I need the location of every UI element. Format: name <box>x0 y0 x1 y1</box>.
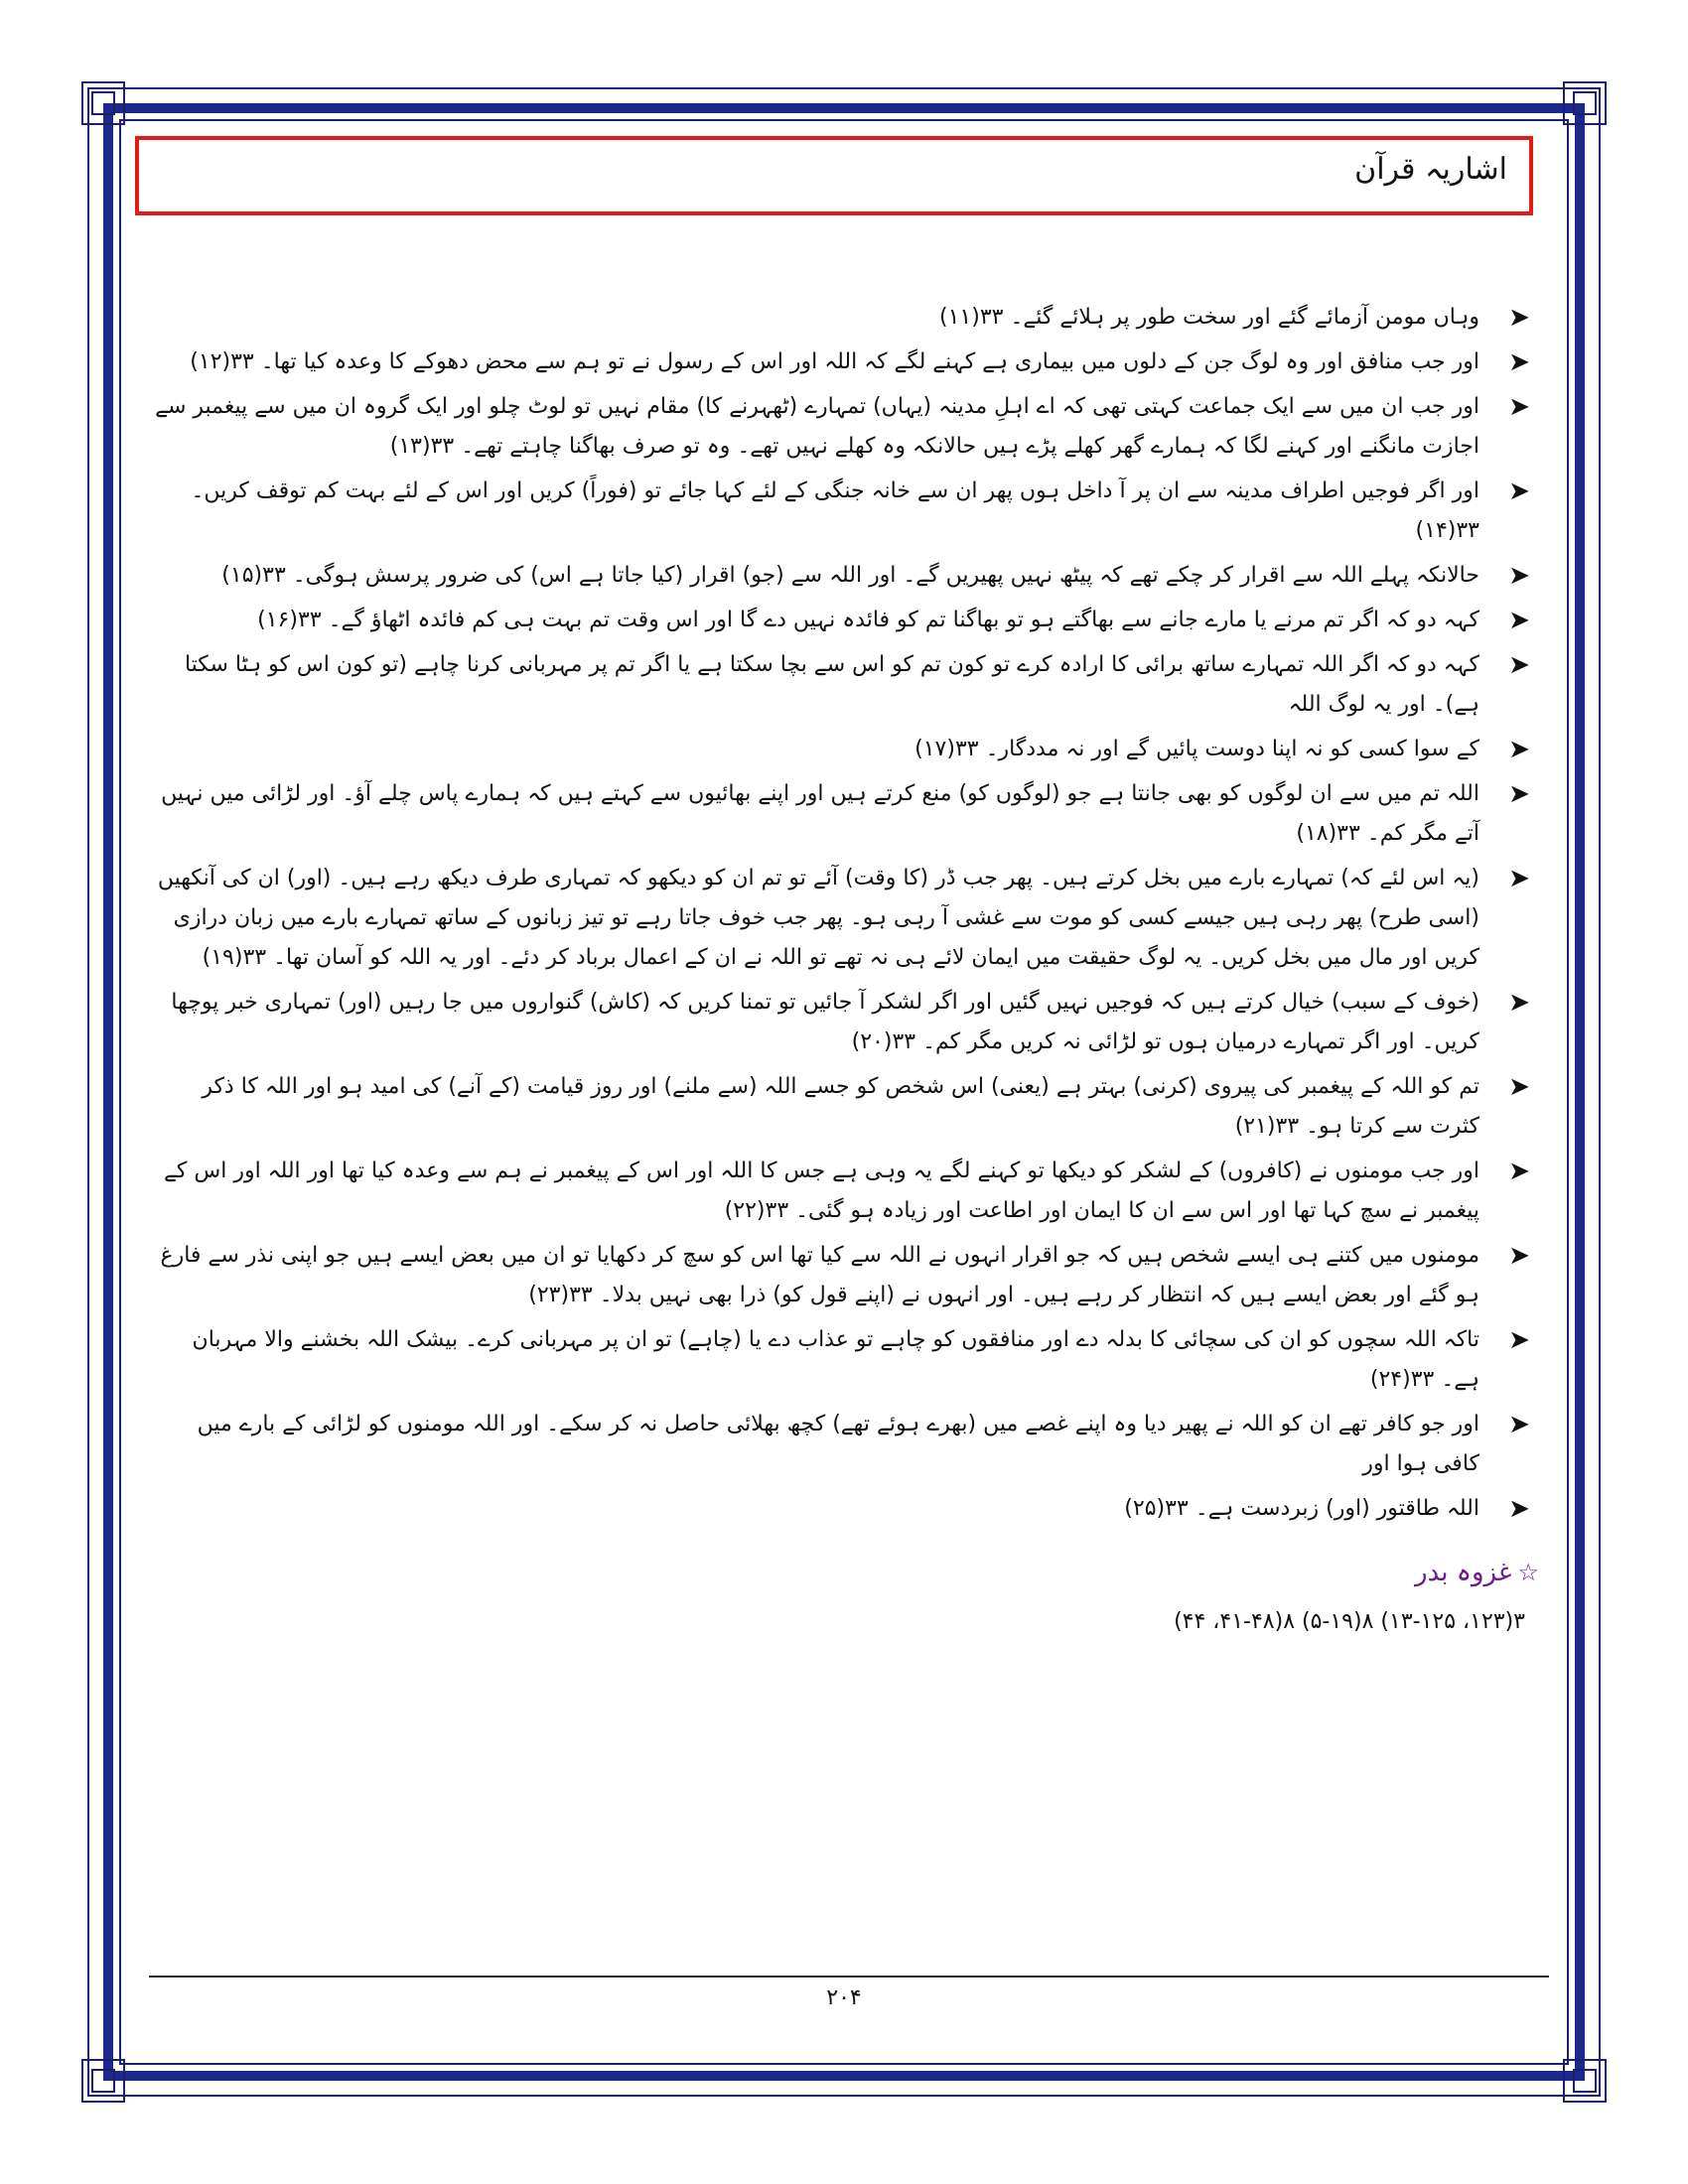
list-item-text: اور اگر فوجیں اطراف مدینہ سے ان پر آ داخل ہوں پھر ان سے خانہ جنگی کے لئے کہا جائے تو (فوراً) کریں اور اس کے لئے بہت کم توقف کریں۔ ۳۳(۱۴) <box>191 478 1479 543</box>
list-item <box>149 1067 1539 1147</box>
list-item-text: کے سوا کسی کو نہ اپنا دوست پائیں گے اور نہ مددگار۔ ۳۳(۱۷) <box>914 737 1479 761</box>
list-item <box>149 1236 1539 1315</box>
arrow-bullet-icon: ➤ <box>1508 988 1530 1018</box>
footer-divider <box>149 1976 1549 1978</box>
arrow-bullet-icon: ➤ <box>1508 1494 1530 1524</box>
list-item <box>149 601 1539 640</box>
section-heading-text: غزوہ بدر <box>1415 1558 1512 1587</box>
list-item <box>149 298 1539 338</box>
list-item-text: تاکہ اللہ سچوں کو ان کی سچائی کا بدلہ دے اور منافقوں کو چاہے تو عذاب دے یا (چاہے) تو ان پر مہربانی کرے۔ بیشک اللہ بخشنے والا مہربان ہے۔ ۳۳(۲۴) <box>192 1327 1479 1392</box>
list-item <box>149 1152 1539 1231</box>
list-item-text: کہہ دو کہ اگر اللہ تمہارے ساتھ برائی کا ارادہ کرے تو کون تم کو اس سے بچا سکتا ہے یا اگر تم پر مہربانی کرنا چاہے (تو کون اس کو ہٹا سکتا ہے)۔ اور یہ لوگ اللہ <box>184 652 1479 717</box>
section-reference: ۳(۱۲۳، ۱۳-۱۲۵) ۸(۵-۱۹) ۸(۴۱-۴۸، ۴۴) <box>1174 1609 1525 1634</box>
list-item <box>149 1489 1539 1529</box>
list-item <box>149 645 1539 725</box>
list-item-text: اور جو کافر تھے ان کو اللہ نے پھیر دیا وہ اپنے غصے میں (بھرے ہوئے تھے) کچھ بھلائی حاصل نہ کر سکے۔ اور اللہ مومنوں کو لڑائی کے بارے میں کافی ہوا اور <box>197 1412 1479 1476</box>
arrow-bullet-icon: ➤ <box>1508 1072 1530 1102</box>
list-item-text: مومنوں میں کتنے ہی ایسے شخص ہیں کہ جو اقرار انہوں نے اللہ سے کیا تھا اس کو سچ کر دکھایا تو ان میں بعض ایسے ہیں جو اپنی نذر سے فارغ ہو گئے اور بعض ایسے ہیں کہ انتظار کر رہے ہیں۔ اور انہوں نے (اپنے قول کو) ذرا بھی نہیں بدلا۔ ۳۳(۲۳) <box>160 1243 1479 1307</box>
list-item-text: وہاں مومن آزمائے گئے اور سخت طور پر ہلائے گئے۔ ۳۳(۱۱) <box>939 305 1479 330</box>
frame-corner-ornament <box>1563 81 1607 125</box>
list-item <box>149 472 1539 551</box>
arrow-bullet-icon: ➤ <box>1508 1410 1530 1439</box>
list-item-text: اللہ تم میں سے ان لوگوں کو بھی جانتا ہے جو (لوگوں کو) منع کرتے ہیں اور اپنے بھائیوں سے کہتے ہیں کہ ہمارے پاس چلے آؤ۔ اور لڑائی میں نہیں آتے مگر کم۔ ۳۳(۱۸) <box>161 781 1479 846</box>
section-heading <box>149 1551 1539 1594</box>
page-number: ۲۰۴ <box>826 1985 862 2010</box>
list-item-text: (یہ اس لئے کہ) تمہارے بارے میں بخل کرتے ہیں۔ پھر جب ڈر (کا وقت) آئے تو تم ان کو دیکھو کہ تمہاری طرف دیکھ رہے ہیں۔ (اور) ان کی آنکھیں (اسی طرح) پھر رہی ہیں جیسے کسی کو موت سے غشی آ رہی ہو۔ پھر جب خوف جاتا رہے تو تیز زبانوں کے ساتھ تمہارے بارے میں زبان درازی کریں اور مال میں بخل کریں۔ یہ لوگ حقیقت میں ایمان لائے ہی نہ تھے تو اللہ نے ان کے اعمال برباد کر دئے۔ اور یہ اللہ کو آسان تھا۔ ۳۳(۱۹) <box>157 866 1479 970</box>
list-item <box>149 1320 1539 1400</box>
arrow-bullet-icon: ➤ <box>1508 735 1530 764</box>
arrow-bullet-icon: ➤ <box>1508 347 1530 377</box>
list-item-text: حالانکہ پہلے اللہ سے اقرار کر چکے تھے کہ پیٹھ نہیں پھیریں گے۔ اور اللہ سے (جو) اقرار (کیا جاتا ہے اس) کی ضرور پرسش ہوگی۔ ۳۳(۱۵) <box>221 563 1479 588</box>
list-item <box>149 774 1539 854</box>
list-item-text: (خوف کے سبب) خیال کرتے ہیں کہ فوجیں نہیں گئیں اور اگر لشکر آ جائیں تو تمنا کریں کہ (کاش) گنواروں میں جا رہیں (اور) تمہاری خبر پوچھا کریں۔ اور اگر تمہارے درمیان ہوں تو لڑائی نہ کریں مگر کم۔ ۳۳(۲۰) <box>171 990 1479 1054</box>
list-item <box>149 556 1539 596</box>
list-item <box>149 730 1539 769</box>
list-item-text: اور جب منافق اور وہ لوگ جن کے دلوں میں بیماری ہے کہنے لگے کہ اللہ اور اس کے رسول نے تو ہم سے محض دھوکے کا وعدہ کیا تھا۔ ۳۳(۱۲) <box>190 349 1479 374</box>
list-item <box>149 342 1539 382</box>
list-item <box>149 1405 1539 1484</box>
header-box <box>135 136 1533 215</box>
frame-corner-ornament <box>1563 2059 1607 2103</box>
frame-corner-ornament <box>81 2059 125 2103</box>
arrow-bullet-icon: ➤ <box>1508 1241 1530 1271</box>
list-item <box>149 983 1539 1062</box>
arrow-bullet-icon: ➤ <box>1508 303 1530 333</box>
arrow-bullet-icon: ➤ <box>1508 1157 1530 1186</box>
list-item <box>149 387 1539 467</box>
index-content <box>149 298 1539 1642</box>
list-item <box>149 859 1539 978</box>
frame-corner-ornament <box>81 81 125 125</box>
list-item-text: اللہ طاقتور (اور) زبردست ہے۔ ۳۳(۲۵) <box>1124 1496 1479 1521</box>
arrow-bullet-icon: ➤ <box>1508 1325 1530 1355</box>
list-item-text: تم کو اللہ کے پیغمبر کی پیروی (کرنی) بہتر ہے (یعنی) اس شخص کو جسے اللہ (سے ملنے) اور روز قیامت (کے آنے) کی امید ہو اور اللہ کا ذکر کثرت سے کرتا ہو۔ ۳۳(۲۱) <box>202 1074 1479 1139</box>
arrow-bullet-icon: ➤ <box>1508 392 1530 422</box>
list-item-text: اور جب مومنوں نے (کافروں) کے لشکر کو دیکھا تو کہنے لگے یہ وہی ہے جس کا اللہ اور اس کے پیغمبر نے ہم سے وعدہ کیا تھا اور اللہ اور اس کے پیغمبر نے سچ کہا تھا اور اس سے ان کا ایمان اور اطاعت اور زیادہ ہو گئی۔ ۳۳(۲۲) <box>164 1159 1479 1223</box>
arrow-bullet-icon: ➤ <box>1508 650 1530 680</box>
arrow-bullet-icon: ➤ <box>1508 477 1530 506</box>
list-item-text: اور جب ان میں سے ایک جماعت کہتی تھی کہ اے اہلِ مدینہ (یہاں) تمہارے (ٹھہرنے کا) مقام نہیں تو لوٹ چلو اور ایک گروہ ان میں سے پیغمبر سے اجازت مانگنے اور کہنے لگا کہ ہمارے گھر کھلے پڑے ہیں حالانکہ وہ کھلے نہیں تھے۔ وہ تو صرف بھاگنا چاہتے تھے۔ ۳۳(۱۳) <box>155 394 1479 459</box>
page-title: اشاریہ قرآن <box>1354 152 1507 187</box>
arrow-bullet-icon: ➤ <box>1508 606 1530 635</box>
star-outline-icon: ☆ <box>1517 1559 1539 1586</box>
list-item-text: کہہ دو کہ اگر تم مرنے یا مارے جانے سے بھاگتے ہو تو بھاگنا تم کو فائدہ نہیں دے گا اور اس وقت تم بہت ہی کم فائدہ اٹھاؤ گے۔ ۳۳(۱۶) <box>257 608 1479 632</box>
arrow-bullet-icon: ➤ <box>1508 561 1530 591</box>
arrow-bullet-icon: ➤ <box>1508 864 1530 893</box>
arrow-bullet-icon: ➤ <box>1508 779 1530 809</box>
